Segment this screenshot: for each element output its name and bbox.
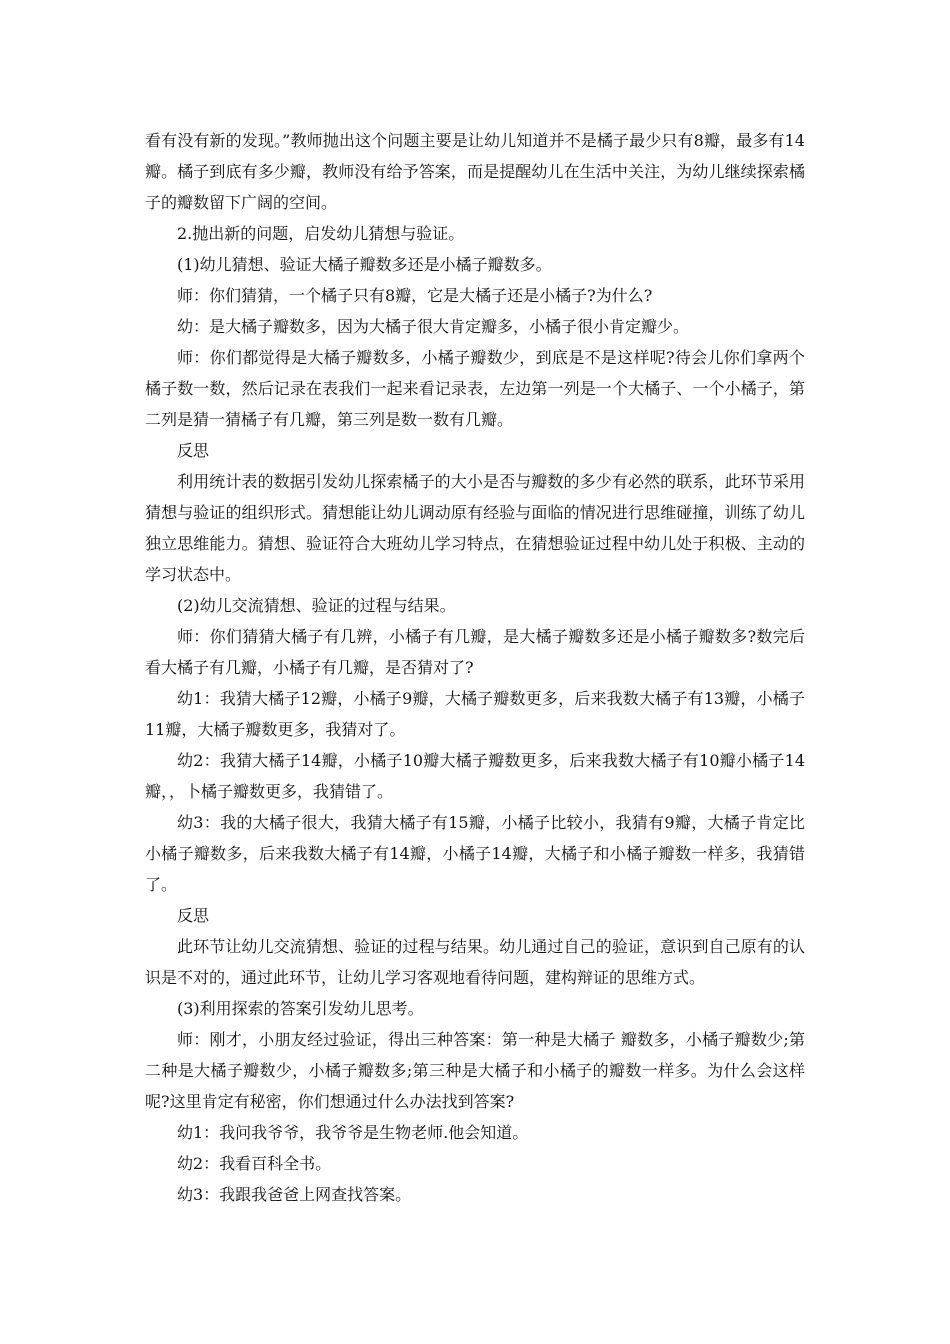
child-line: 幼3：我跟我爸爸上网查找答案。 [177,1185,412,1204]
child-line: 幼3：我的大橘子很大，我猜大橘子有15瓣，小橘子比较小，我猜有9瓣，大橘子肯定比小橘子瓣数多，后来我数大橘子有14瓣，小橘子14瓣，大橘子和小橘子瓣数一样多，我猜错了。 [145,813,805,894]
reflection-paragraph: 利用统计表的数据引发幼儿探索橘子的大小是否与瓣数的多少有必然的联系，此环节采用猜想与验证的组织形式。猜想能让幼儿调动原有经验与面临的情况进行思维碰撞，训练了幼儿独立思维能力。猜想、验证符合大班幼儿学习特点，在猜想验证过程中幼儿处于积极、主动的学习状态中。 [145,472,805,584]
teacher-line: 师：你们猜猜大橘子有几辨，小橘子有几瓣，是大橘子瓣数多还是小橘子瓣数多?数完后看大橘子有几瓣，小橘子有几瓣，是否猜对了? [145,627,805,677]
teacher-line: 师：你们猜猜，一个橘子只有8瓣，它是大橘子还是小橘子?为什么? [177,286,653,305]
child-line: 幼1：我问我爷爷，我爷爷是生物老师.他会知道。 [177,1123,529,1142]
teacher-line: 师：刚才，小朋友经过验证，得出三种答案：第一种是大橘子 瓣数多，小橘子瓣数少;第二种是大橘子瓣数少，小橘子瓣数多;第三种是大橘子和小橘子的瓣数一样多。为什么会这样呢?这里肯定有秘密，你们想通过什么办法找到答案? [145,1030,805,1111]
reflection-paragraph: 此环节让幼儿交流猜想、验证的过程与结果。幼儿通过自己的验证，意识到自己原有的认识是不对的，通过此环节，让幼儿学习客观地看待问题，建构辩证的思维方式。 [145,937,805,987]
subsection-heading-2: (2)幼儿交流猜想、验证的过程与结果。 [177,596,456,615]
reflection-heading: 反思 [177,441,210,460]
child-line: 幼2：我看百科全书。 [177,1154,332,1173]
child-line: 幼：是大橘子瓣数多，因为大橘子很大肯定瓣多，小橘子很小肯定瓣少。 [177,317,690,336]
teacher-line: 师：你们都觉得是大橘子瓣数多，小橘子瓣数少，到底是不是这样呢?待会儿你们拿两个橘子数一数，然后记录在表我们一起来看记录表，左边第一列是一个大橘子、一个小橘子，第二列是猜一猜橘子有几瓣，第三列是数一数有几瓣。 [145,348,805,429]
document-body [145,125,805,1210]
subsection-heading-1: (1)幼儿猜想、验证大橘子瓣数多还是小橘子瓣数多。 [177,255,552,274]
subsection-heading-3: (3)利用探索的答案引发幼儿思考。 [177,999,424,1018]
section-heading-2: 2.抛出新的问题，启发幼儿猜想与验证。 [177,224,465,243]
child-line: 幼2：我猜大橘子14瓣，小橘子10瓣大橘子瓣数更多，后来我数大橘子有10瓣小橘子14瓣，，卜橘子瓣数更多，我猜错了。 [145,751,805,801]
reflection-heading: 反思 [177,906,210,925]
child-line: 幼1：我猜大橘子12瓣，小橘子9瓣，大橘子瓣数更多，后来我数大橘子有13瓣，小橘子11瓣，大橘子瓣数更多，我猜对了。 [145,689,805,739]
paragraph-continuation: 看有没有新的发现。”教师抛出这个问题主要是让幼儿知道并不是橘子最少只有8瓣，最多有14瓣。橘子到底有多少瓣，教师没有给予答案，而是提醒幼儿在生活中关注，为幼儿继续探索橘子的瓣数留下广阔的空间。 [145,131,805,212]
